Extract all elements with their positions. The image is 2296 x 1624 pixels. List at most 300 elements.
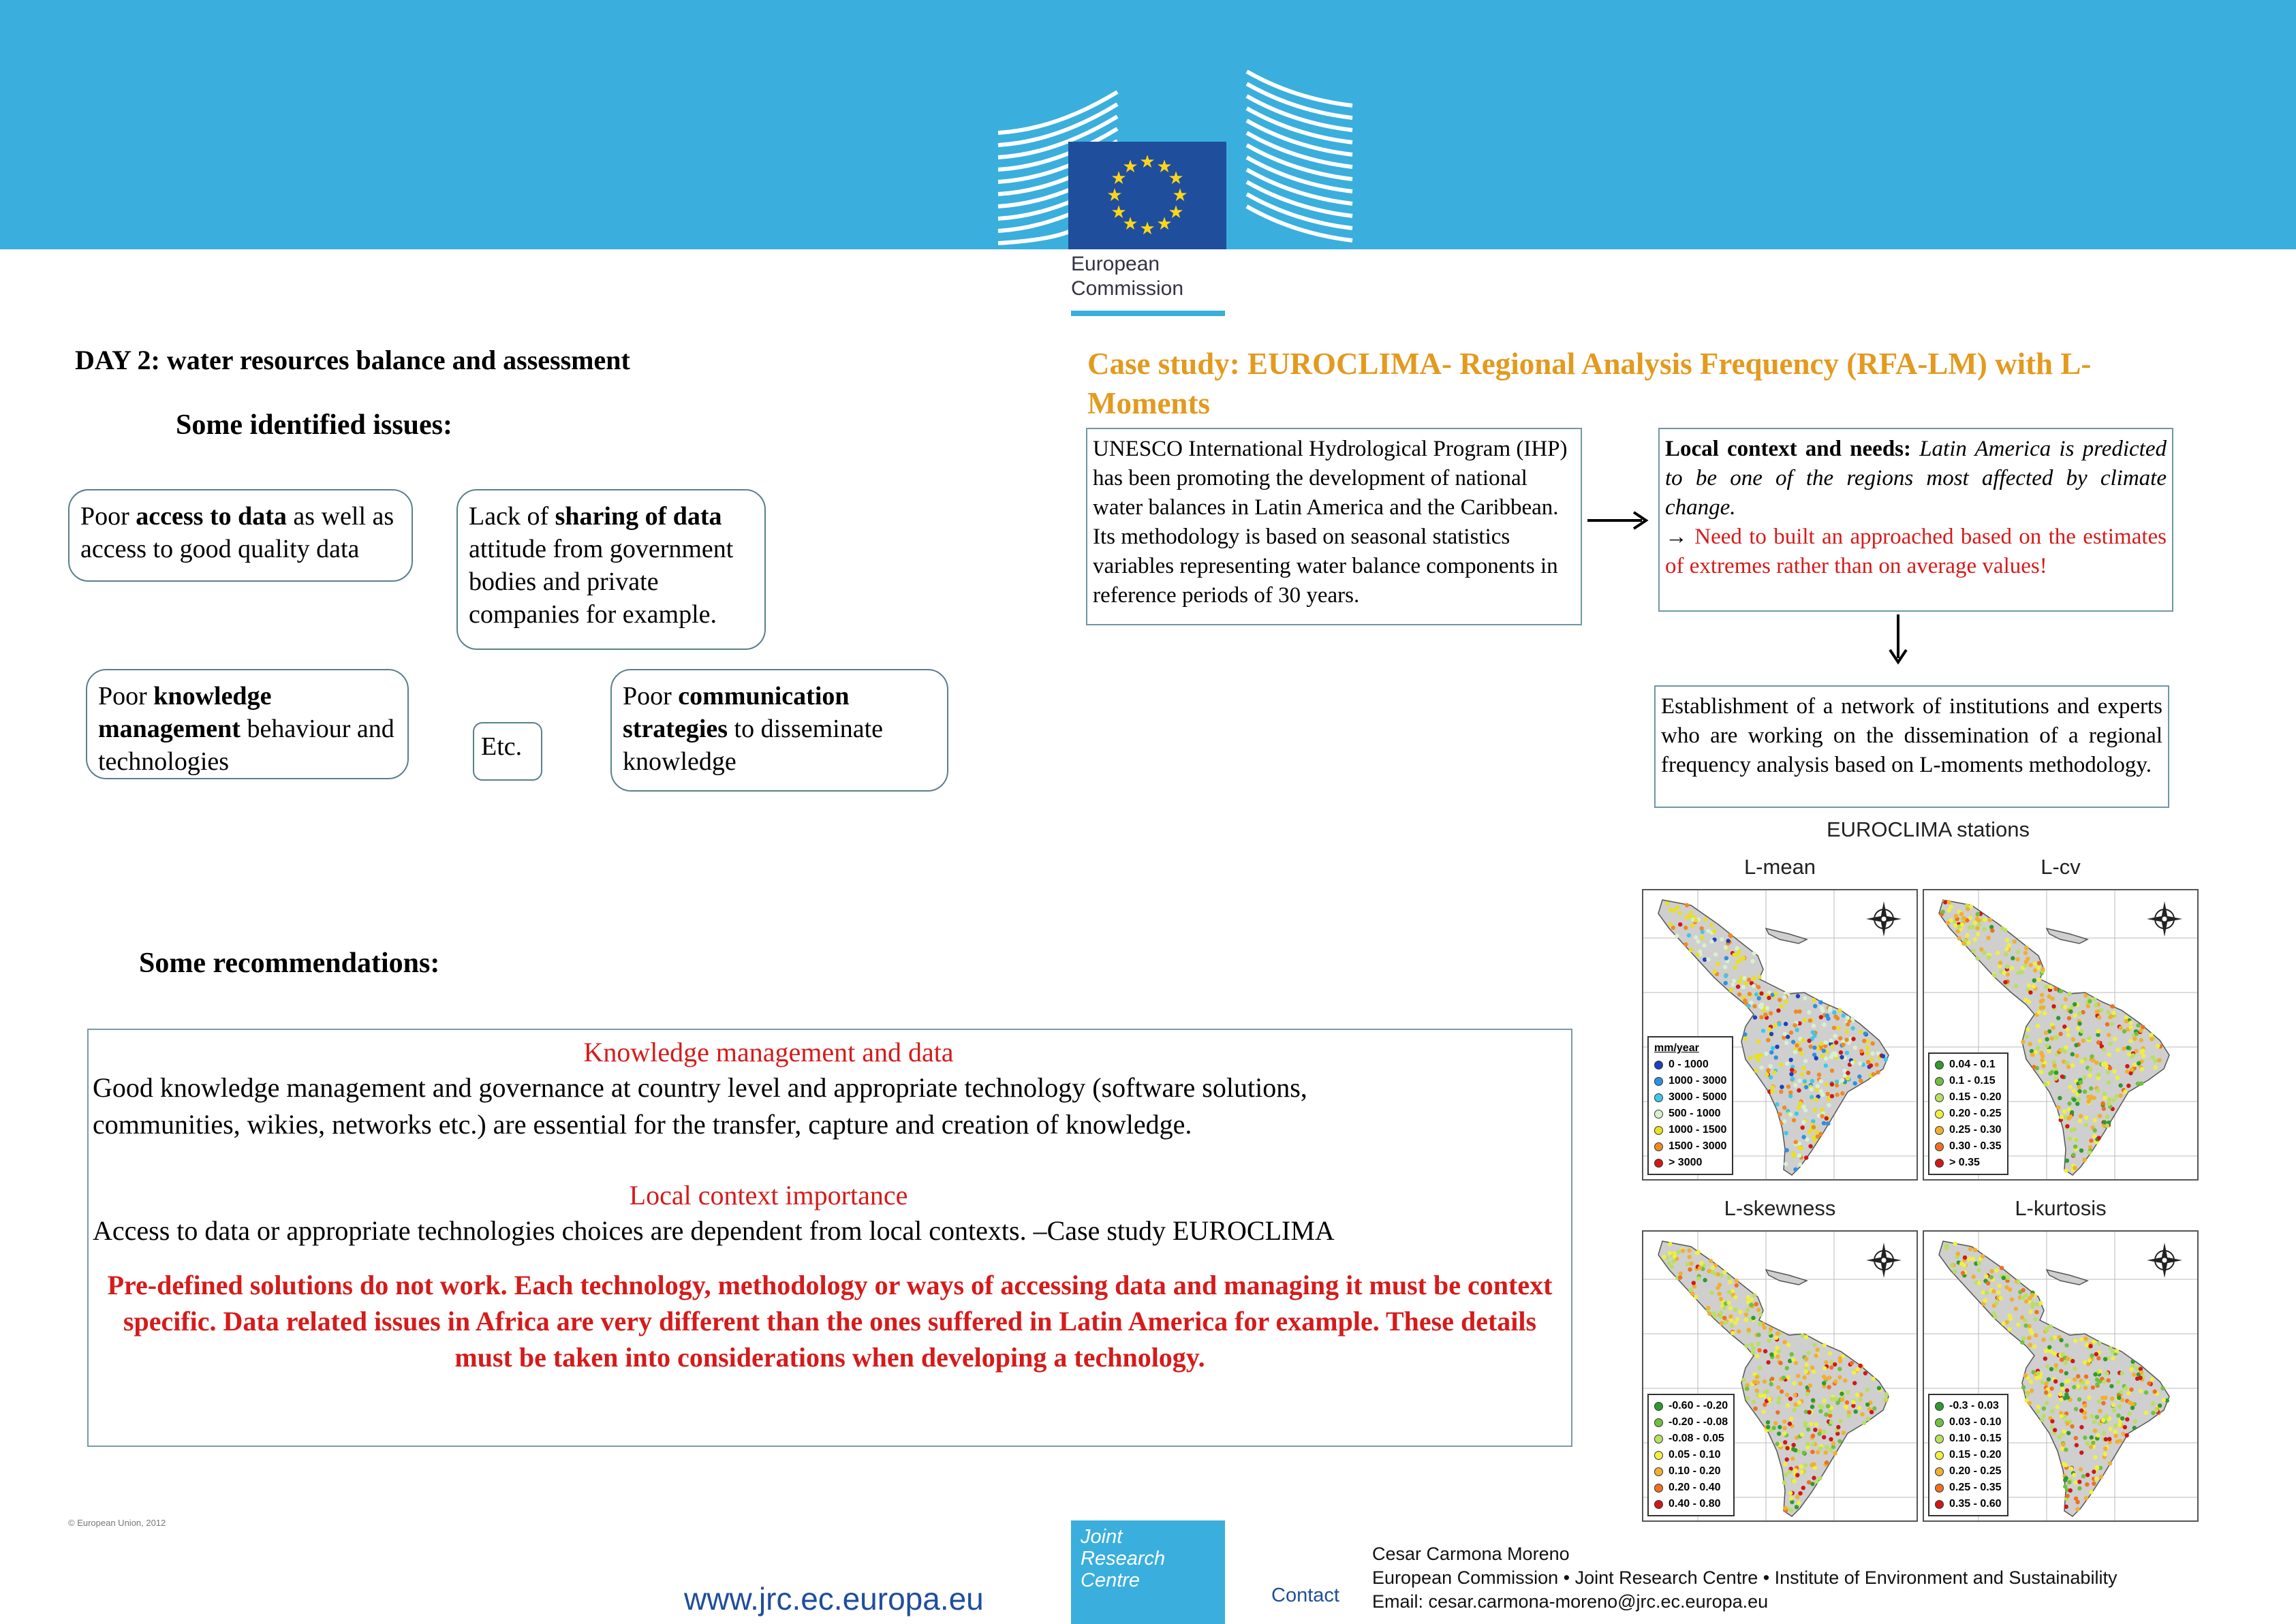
local-context-arrow: → [1665,525,1688,549]
station-dot [1850,1361,1854,1365]
station-dot [1813,1004,1817,1008]
station-dot [1746,1003,1750,1008]
station-dot [1784,1000,1788,1004]
station-dot [2144,1390,2148,1394]
station-dot [2102,1047,2106,1051]
station-dot [1784,1131,1788,1135]
station-dot [2084,1123,2088,1127]
station-dot [1859,1078,1863,1082]
station-dot [2103,1120,2107,1124]
station-dot [2014,1307,2018,1311]
station-dot [1797,1089,1801,1093]
station-dot [1694,918,1698,922]
issues-heading: Some identified issues: [176,409,453,441]
legend-label: 0.10 - 0.20 [1669,1465,1721,1477]
station-dot [1863,1371,1867,1375]
station-dot [1763,1349,1767,1353]
station-dot [1858,1061,1862,1065]
station-dot [1822,1399,1827,1403]
station-dot [1702,943,1706,948]
station-dot [1669,922,1673,926]
station-dot [2070,1063,2075,1067]
station-dot [2043,1011,2047,1015]
station-dot [1775,1345,1779,1349]
station-dot [1996,951,2000,955]
station-dot [2067,1016,2071,1020]
legend-swatch [1654,1402,1663,1411]
station-dot [1840,1078,1844,1082]
station-dot [1824,1412,1828,1416]
legend-unit: mm/year [1654,1042,1699,1054]
station-dot [2141,1054,2145,1058]
station-dot [1774,1055,1778,1059]
station-dot [1947,908,1951,912]
station-dot [2023,1373,2028,1377]
station-dot [2041,1054,2045,1058]
station-dot [1959,912,1964,916]
station-dot [1784,1161,1788,1166]
station-dot [1785,1366,1789,1370]
station-dot [1784,1022,1788,1026]
station-dot [1758,1313,1763,1317]
legend-swatch [1935,1061,1944,1069]
map-lkurtosis [1923,1230,2199,1522]
station-dot [1809,1422,1813,1426]
station-dot [1706,929,1710,933]
station-dot [2053,1379,2058,1384]
station-dot [1738,1310,1742,1314]
station-dot [2108,1346,2112,1350]
station-dot [1667,1261,1671,1265]
legend-swatch [1654,1077,1663,1086]
station-dot [1822,1367,1827,1371]
map-title-lskewness: L-skewness [1724,1196,1836,1220]
station-dot [1819,1089,1823,1093]
station-dot [2041,1338,2045,1342]
station-dot [2074,1436,2078,1440]
station-dot [1801,1105,1805,1109]
station-dot [1989,1269,1994,1273]
station-dot [1817,1073,1821,1077]
station-dot [2029,1379,2033,1384]
station-dot [1782,1480,1786,1484]
station-dot [1975,956,1979,961]
station-dot [1726,939,1731,943]
station-dot [2048,1072,2052,1076]
station-dot [2058,1392,2062,1396]
station-dot [1822,1430,1826,1434]
station-dot [2127,1052,2131,1057]
station-dot [1987,955,1991,959]
legend-row [1935,1073,2002,1089]
station-dot [2096,1089,2100,1093]
local-context-italic: Latin America is predicted to be one of the regions most affected by climate change. [1665,437,2167,520]
station-dot [1884,1392,1889,1396]
compass-icon [1865,900,1903,938]
issue-access-bold: access to data [136,502,287,531]
station-dot [2083,1337,2088,1341]
local-context-label: Local context and needs: [1665,437,1912,461]
station-dot [1853,1046,1857,1050]
station-dot [2116,1380,2120,1384]
station-dot [2133,1419,2137,1423]
station-dot [2015,957,2019,961]
station-dot [1775,1102,1779,1106]
station-dot [1694,1295,1698,1299]
station-dot [2023,951,2028,955]
contact-email[interactable]: Email: cesar.carmona-moreno@jrc.ec.europa.eu [1372,1591,1769,1612]
station-dot [1990,928,1994,933]
station-dot [2066,1065,2070,1069]
station-dot [1665,901,1669,905]
station-dot [1812,998,1816,1002]
station-dot [1830,1082,1834,1087]
station-dot [2074,1043,2078,1047]
station-dot [1712,969,1716,973]
station-dot [1818,1476,1822,1480]
station-dot [2044,1381,2048,1386]
issue-sharing-post: attitude from government bodies and private companies for example. [469,535,734,629]
station-dot [1805,1441,1810,1446]
station-dot [2162,1398,2166,1402]
station-dot [1717,1292,1721,1296]
station-dot [2093,1128,2097,1132]
legend-row [1935,1480,2002,1496]
station-dot [2103,1452,2107,1456]
station-dot [2126,1046,2130,1050]
station-dot [2081,1474,2085,1478]
station-dot [1783,1506,1787,1510]
legend-row [1935,1463,2002,1480]
station-dot [2136,1082,2140,1086]
station-dot [2077,1012,2081,1016]
station-dot [2109,1384,2113,1388]
station-dot [2129,1388,2133,1392]
station-dot [2054,1363,2058,1367]
svg-text:★: ★ [1111,168,1127,189]
station-dot [1850,1026,1855,1030]
legend-row [1935,1496,2002,1512]
station-dot [2132,1037,2137,1041]
station-dot [1852,1381,1857,1385]
km-text: Good knowledge management and governance at country level and appropriate technology (software solutions, communities, wikies, networks etc.) are essential for the transfer, capture and creation of knowledge. [93,1072,1307,1140]
station-dot [1741,956,1746,960]
station-dot [1786,1084,1790,1089]
station-dot [1728,988,1733,992]
station-dot [1840,1392,1844,1396]
legend-label: 0.15 - 0.20 [1949,1091,2002,1103]
station-dot [1756,1058,1760,1062]
legend-swatch [1935,1142,1944,1151]
station-dot [1743,1037,1748,1041]
station-dot [2079,1425,2083,1429]
legend-label: 0.20 - 0.40 [1669,1482,1721,1493]
station-dot [2085,1473,2090,1477]
station-dot [1792,1381,1796,1385]
station-dot [2125,1433,2129,1437]
station-dot [1728,1280,1732,1284]
station-dot [1798,1381,1802,1386]
station-dot [1752,952,1756,956]
station-dot [1770,1089,1774,1093]
station-dot [2111,1349,2115,1354]
station-dot [1808,1144,1812,1149]
station-dot [1844,1029,1848,1033]
station-dot [2067,1480,2071,1484]
station-dot [1766,1425,1770,1429]
website-link[interactable]: www.jrc.ec.europa.eu [684,1581,984,1617]
station-dot [1819,1079,1823,1083]
station-dot [2063,1361,2067,1365]
station-dot [2036,1405,2041,1409]
station-dot [2107,1102,2111,1106]
station-dot [1806,1427,1810,1431]
legend-label: 1000 - 3000 [1669,1075,1727,1087]
station-dot [1678,922,1682,926]
station-dot [1728,933,1733,937]
station-dot [1953,1242,1957,1246]
svg-text:★: ★ [1156,214,1173,234]
station-dot [1752,1004,1756,1008]
station-dot [2157,1058,2161,1062]
station-dot [1776,1400,1780,1404]
station-dot [2077,1022,2081,1026]
legend-swatch [1935,1500,1944,1509]
station-dot [1785,1061,1789,1065]
station-dot [2044,1031,2048,1035]
station-dot [2061,1442,2065,1446]
station-dot [2089,1445,2093,1449]
station-dot [1866,1417,1870,1421]
station-dot [1720,937,1724,941]
station-dot [2027,983,2031,987]
station-dot [2077,1397,2081,1401]
station-dot [1735,1283,1739,1287]
station-dot [1777,1431,1781,1435]
station-dot [1692,1281,1696,1285]
station-dot [1735,946,1739,950]
station-dot [2160,1386,2165,1390]
station-dot [2047,995,2051,999]
station-dot [1869,1063,1873,1067]
station-dot [1983,918,1987,922]
station-dot [2107,1097,2111,1102]
station-dot [1846,1071,1850,1075]
station-dot [1818,1000,1822,1004]
station-dot [2130,1360,2135,1364]
station-dot [1748,992,1752,996]
station-dot [2060,1383,2064,1387]
station-dot [2040,1058,2044,1062]
station-dot [2090,1414,2094,1418]
station-dot [2071,1037,2075,1042]
station-dot [2088,1074,2092,1078]
station-dot [1823,1376,1827,1380]
station-dot [1774,1336,1778,1340]
station-dot [2124,1386,2128,1390]
station-dot [1949,918,1953,922]
station-dot [1995,1268,1999,1272]
station-dot [1975,926,1979,930]
station-dot [2047,1049,2051,1053]
station-dot [1775,1410,1780,1414]
station-dot [1825,1116,1829,1121]
station-dot [2025,1392,2029,1396]
station-dot [2040,1418,2044,1422]
station-dot [2060,1447,2064,1451]
legend-label: -0.60 - -0.20 [1669,1400,1728,1411]
compass-icon [2145,1241,2184,1279]
station-dot [1685,903,1689,907]
station-dot [1795,1028,1799,1032]
station-dot [1672,908,1676,912]
station-dot [1769,1327,1773,1331]
station-dot [1793,1393,1797,1397]
station-dot [1865,1051,1870,1055]
station-dot [2072,1473,2076,1477]
station-dot [1727,1300,1731,1305]
station-dot [2051,1004,2055,1008]
station-dot [1949,905,1953,909]
station-dot [2004,1285,2008,1290]
station-dot [1741,1378,1746,1382]
station-dot [2047,1345,2051,1349]
station-dot [1976,1268,1981,1272]
station-dot [2031,1302,2035,1306]
station-dot [2073,1480,2077,1484]
station-dot [1800,1072,1804,1076]
station-dot [1795,1473,1799,1477]
station-dot [1782,1340,1786,1344]
issue-knowledge-box [86,669,409,779]
station-dot [2049,1337,2053,1341]
station-dot [2079,1080,2083,1084]
legend-swatch [1654,1142,1663,1151]
station-dot [1775,1354,1780,1358]
station-dot [2044,1390,2048,1394]
station-dot [1767,1339,1771,1343]
station-dot [1687,933,1691,937]
station-dot [2007,1327,2011,1331]
station-dot [1727,1275,1731,1279]
station-dot [1997,1283,2001,1287]
station-dot [2041,1005,2045,1010]
station-dot [1763,1403,1767,1407]
legend-label: 0.30 - 0.35 [1949,1140,2002,1152]
station-dot [2115,1076,2120,1080]
station-dot [1808,1044,1812,1048]
station-dot [1803,1369,1808,1373]
station-dot [1825,1445,1829,1449]
station-dot [1788,1396,1793,1401]
station-dot [1986,1281,1990,1285]
station-dot [1771,1046,1775,1050]
station-dot [1752,984,1756,988]
legend-label: 0.25 - 0.35 [1949,1482,2002,1493]
station-dot [1846,1016,1850,1020]
station-dot [1805,1363,1809,1367]
station-dot [1796,1374,1800,1378]
station-dot [1696,939,1700,943]
station-dot [2036,1010,2041,1014]
station-dot [1696,1277,1701,1281]
station-dot [2003,928,2007,932]
station-dot [1759,1015,1763,1019]
station-dot [2034,1310,2038,1314]
station-dot [2128,1411,2132,1416]
station-dot [1953,1270,1957,1274]
station-dot [1991,1290,1996,1294]
station-dot [1840,1055,1844,1059]
station-dot [1797,1010,1801,1014]
station-dot [1723,965,1727,969]
station-dot [1818,1409,1822,1414]
station-dot [1678,911,1682,915]
station-dot [1797,1501,1801,1505]
station-dot [1749,1302,1753,1307]
contact-block [1372,1542,2117,1614]
station-dot [2072,1385,2076,1389]
station-dot [1742,976,1746,980]
station-dot [2049,985,2053,989]
station-dot [2063,1005,2067,1009]
station-dot [1812,1125,1816,1129]
station-dot [1699,1261,1703,1265]
station-dot [1800,1433,1804,1437]
legend-lmean [1647,1036,1733,1175]
recommendations-heading: Some recommendations: [139,948,440,979]
legend-label: 0.10 - 0.15 [1949,1433,2002,1444]
legend-row [1654,1480,1728,1496]
station-dot [2026,1027,2030,1031]
station-dot [1767,1397,1771,1401]
compass-icon [2145,900,2184,938]
station-dot [2082,1158,2086,1162]
station-dot [1953,924,1957,928]
station-dot [2089,1138,2093,1142]
station-dot [2063,1484,2067,1488]
station-dot [1794,1140,1798,1144]
station-dot [2063,1478,2067,1482]
station-dot [2151,1055,2155,1059]
legend-swatch [1935,1435,1944,1443]
station-dot [2053,987,2058,991]
station-dot [2096,1029,2100,1033]
station-dot [2156,1044,2160,1048]
station-dot [1797,1153,1801,1157]
station-dot [2098,1114,2102,1118]
legend-row [1935,1398,2002,1414]
station-dot [1769,1352,1773,1356]
station-dot [2030,1293,2034,1297]
station-dot [1786,1375,1790,1379]
jrc-line-1: Joint [1081,1526,1123,1548]
station-dot [1826,1016,1830,1020]
station-dot [1844,1405,1848,1409]
station-dot [2016,1323,2020,1327]
legend-label: > 3000 [1669,1157,1703,1168]
station-dot [2087,1396,2091,1400]
station-dot [1766,1068,1770,1072]
station-dot [1971,949,1975,953]
station-dot [1829,1437,1833,1441]
station-dot [1979,948,1983,952]
station-dot [1968,916,1972,920]
station-dot [1801,1125,1805,1129]
station-dot [2083,1360,2087,1364]
station-dot [1797,1106,1801,1110]
station-dot [1751,1350,1755,1354]
